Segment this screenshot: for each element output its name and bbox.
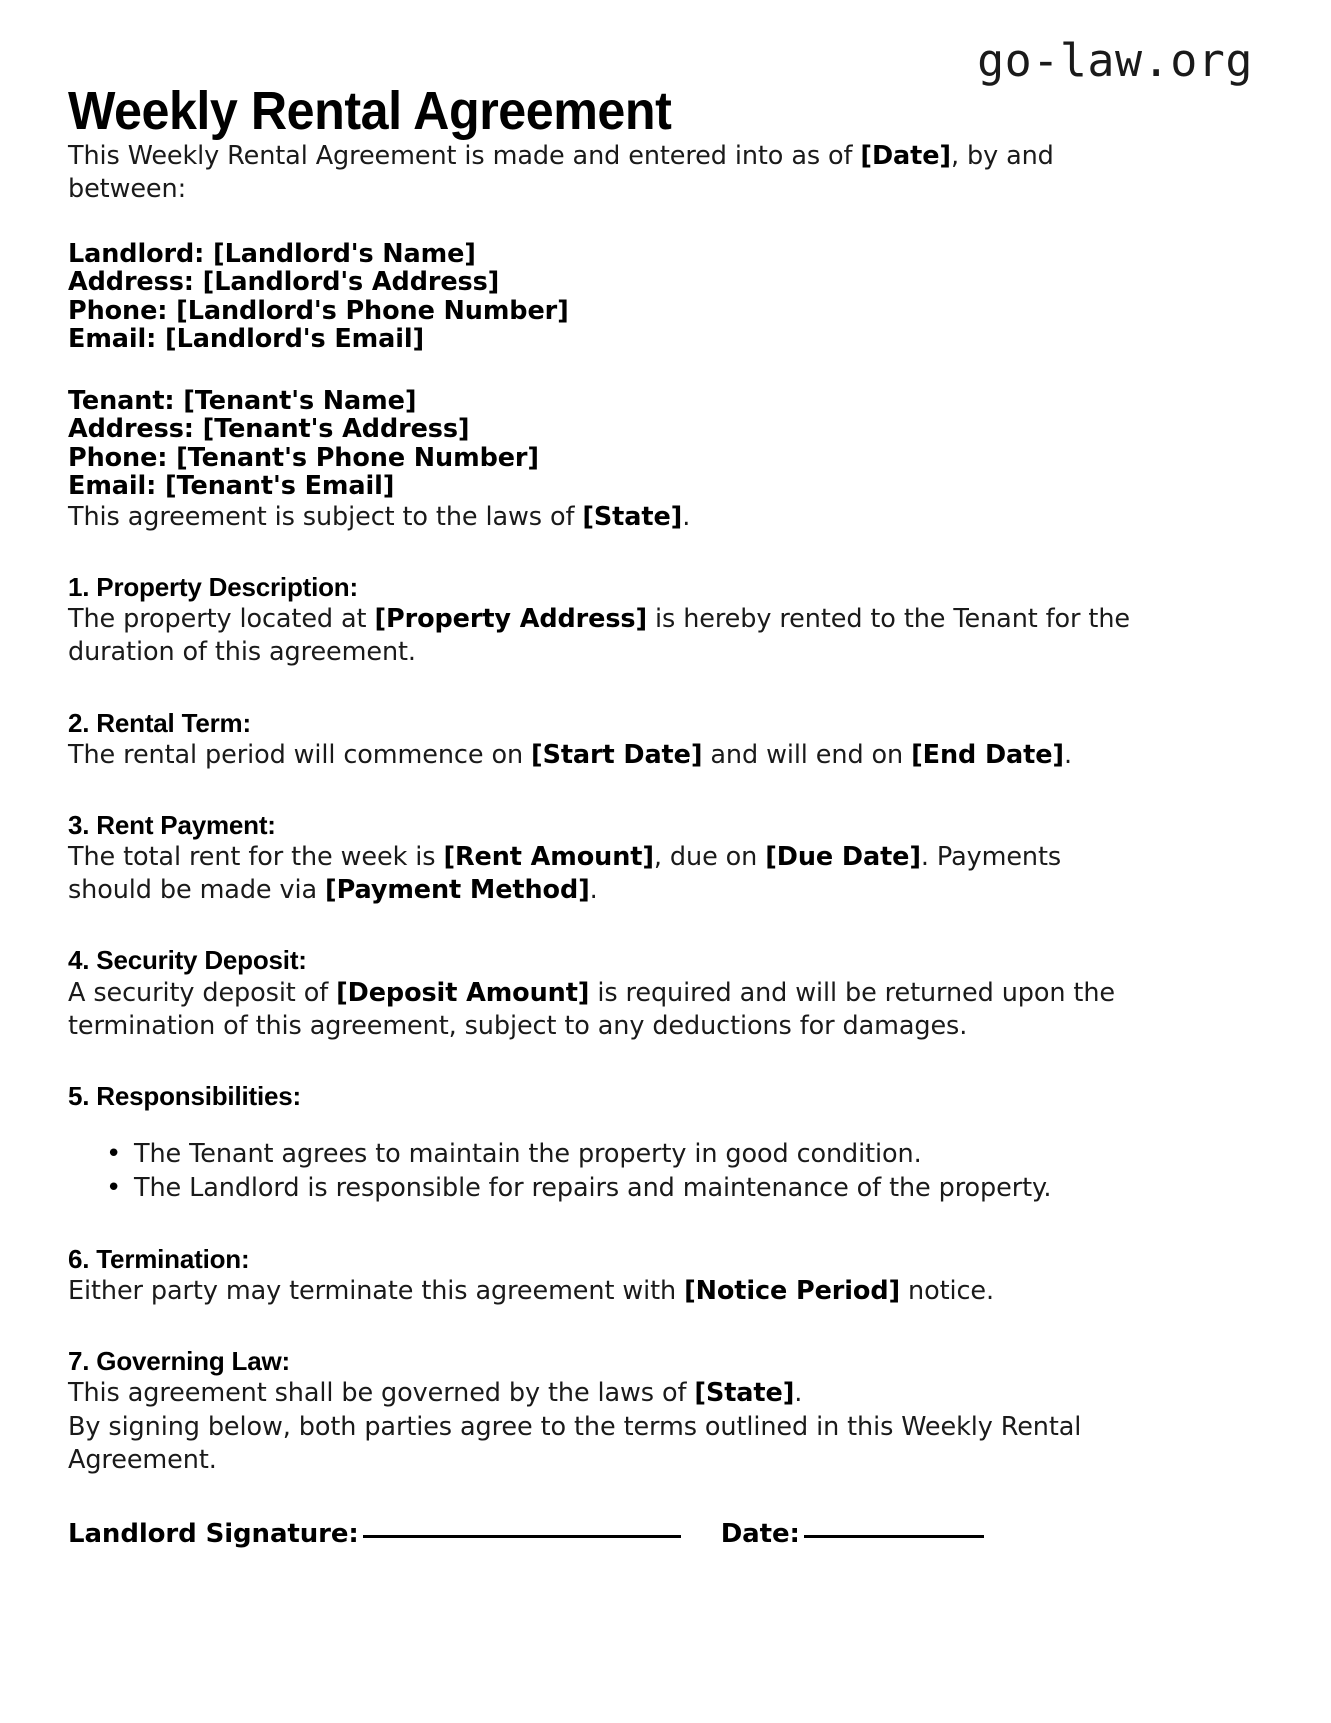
paragraph-governing-law <box>68 1377 1133 1410</box>
placeholder-due-date: [Due Date] <box>765 842 921 873</box>
landlord-email-line: Email: [Landlord's Email] <box>68 324 425 355</box>
responsibilities-list <box>68 1138 1148 1206</box>
termination-before: Either party may terminate this agreement with <box>68 1276 685 1307</box>
tenant-address-line: Address: [Tenant's Address] <box>68 414 470 445</box>
tenant-email-line: Email: [Tenant's Email] <box>68 471 395 502</box>
tenant-name-line: Tenant: [Tenant's Name] <box>68 385 417 416</box>
rental-term-after: . <box>1063 739 1072 770</box>
placeholder-end-date: [End Date] <box>911 739 1064 770</box>
placeholder-notice-period: [Notice Period] <box>684 1276 901 1307</box>
site-watermark: go-law.org <box>977 34 1253 87</box>
paragraph-rent-payment <box>68 841 1133 907</box>
property-text-after: is hereby rented to the Tenant for the duration of this agreement. <box>68 604 1130 668</box>
security-deposit-after: is required and will be returned upon the termination of this agreement, subject to any deductions for damages. <box>68 977 1115 1041</box>
paragraph-termination <box>68 1275 1133 1308</box>
paragraph-rental-term <box>68 739 1133 772</box>
placeholder-start-date: [Start Date] <box>531 739 703 770</box>
signature-row <box>68 1519 1263 1549</box>
rent-payment-middle-1: , due on <box>653 842 766 873</box>
paragraph-security-deposit <box>68 977 1133 1043</box>
placeholder-rent-amount: [Rent Amount] <box>443 842 654 873</box>
rent-payment-before: The total rent for the week is <box>68 842 444 873</box>
placeholder-payment-method: [Payment Method] <box>325 875 590 906</box>
landlord-address-line: Address: [Landlord's Address] <box>68 267 500 298</box>
heading-rent-payment: 3. Rent Payment: <box>68 809 276 840</box>
landlord-phone-line: Phone: [Landlord's Phone Number] <box>68 295 569 326</box>
date-label: Date: <box>720 1518 800 1549</box>
governing-note-before: This agreement is subject to the laws of <box>68 501 583 532</box>
tenant-phone-line: Phone: [Tenant's Phone Number] <box>68 442 539 473</box>
placeholder-deposit-amount: [Deposit Amount] <box>336 977 590 1008</box>
rental-term-before: The rental period will commence on <box>68 739 532 770</box>
heading-rental-term: 2. Rental Term: <box>68 707 251 738</box>
heading-property-description: 1. Property Description: <box>68 572 358 603</box>
placeholder-date: [Date] <box>860 141 951 172</box>
security-deposit-before: A security deposit of <box>68 977 337 1008</box>
rental-term-middle: and will end on <box>702 739 912 770</box>
property-text-before: The property located at <box>68 604 375 635</box>
intro-text-after: , by and between: <box>68 141 1054 205</box>
heading-termination: 6. Termination: <box>68 1243 250 1274</box>
placeholder-property-address: [Property Address] <box>374 604 648 635</box>
list-item: • The Landlord is responsible for repairs and maintenance of the property. <box>134 1172 1148 1206</box>
heading-governing-law: 7. Governing Law: <box>68 1346 290 1377</box>
governing-law-after: . <box>794 1378 803 1409</box>
landlord-party-block <box>68 240 1263 354</box>
paragraph-property-description <box>68 603 1133 669</box>
landlord-signature-line[interactable] <box>363 1535 681 1538</box>
page-title: Weekly Rental Agreement <box>68 81 672 141</box>
landlord-name-line: Landlord: [Landlord's Name] <box>68 238 476 269</box>
heading-responsibilities: 5. Responsibilities: <box>68 1080 301 1111</box>
termination-after: notice. <box>900 1276 995 1307</box>
placeholder-state-governing: [State] <box>694 1378 795 1409</box>
governing-note-paragraph <box>68 501 1133 534</box>
closing-paragraph: By signing below, both parties agree to the terms outlined in this Weekly Rental Agreement. <box>68 1411 1082 1475</box>
list-item: • The Tenant agrees to maintain the property in good condition. <box>134 1138 1148 1172</box>
governing-note-after: . <box>682 501 691 532</box>
rent-payment-after: . <box>589 875 598 906</box>
tenant-party-block <box>68 387 1263 501</box>
governing-law-before: This agreement shall be governed by the laws of <box>68 1378 695 1409</box>
landlord-signature-label: Landlord Signature: <box>68 1518 359 1549</box>
date-line[interactable] <box>804 1535 984 1538</box>
intro-text-before: This Weekly Rental Agreement is made and entered into as of <box>68 141 861 172</box>
intro-paragraph <box>68 140 1133 206</box>
rent-payment-middle-2: . Payments should be made via <box>68 842 1062 906</box>
heading-security-deposit: 4. Security Deposit: <box>68 945 307 976</box>
placeholder-state-intro: [State] <box>582 501 683 532</box>
